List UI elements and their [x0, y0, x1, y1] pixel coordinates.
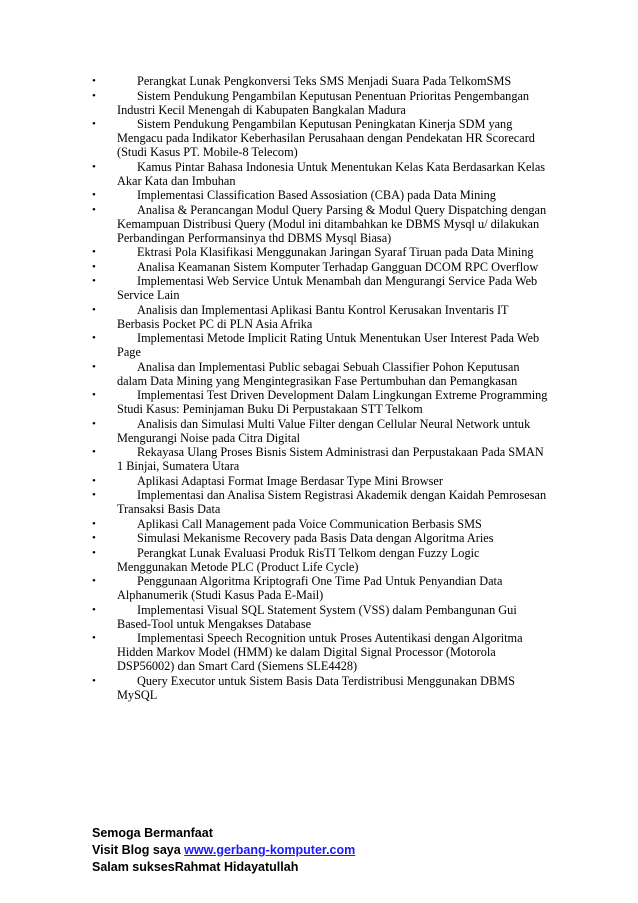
list-item — [92, 160, 548, 188]
list-item-text: Analisis dan Implementasi Aplikasi Bantu Kontrol Kerusakan Inventaris IT Berbasis Pocket PC di PLN Asia Afrika — [117, 302, 509, 331]
bullet-icon: • — [92, 75, 96, 87]
bullet-icon: • — [92, 360, 96, 373]
list-item-text: Implementasi Visual SQL Statement System (VSS) dalam Pembangunan Gui Based-Tool untuk Mengakses Database — [117, 602, 517, 631]
bullet-icon: • — [92, 160, 96, 173]
list-item-text: Implementasi Metode Implicit Rating Untuk Menentukan User Interest Pada Web Page — [117, 331, 540, 359]
bullet-icon: • — [92, 118, 96, 130]
bullet-icon: • — [92, 89, 96, 102]
list-item-text: Implementasi Speech Recognition untuk Proses Autentikasi dengan Algoritma Hidden Markov Model (HMM) ke dalam Digital Signal Processor (Motorola DSP56002) dan Smart Card (Siemens SLE4428) — [117, 631, 523, 673]
blog-link[interactable]: www.gerbang-komputer.com — [184, 843, 356, 857]
bullet-icon: • — [92, 246, 96, 258]
list-item — [92, 531, 548, 545]
list-item — [92, 574, 548, 602]
list-item-text: Aplikasi Adaptasi Format Image Berdasar Type Mini Browser — [137, 473, 443, 488]
list-item — [92, 674, 548, 702]
list-item — [92, 388, 548, 416]
list-item — [92, 331, 548, 359]
list-item-text: Sistem Pendukung Pengambilan Keputusan Penentuan Prioritas Pengembangan Industri Kecil Menengah di Kabupaten Bangkalan Madura — [117, 88, 530, 117]
list-item-text: Perangkat Lunak Evaluasi Produk RisTI Telkom dengan Fuzzy Logic Menggunakan Metode PLC (Product Life Cycle) — [117, 545, 480, 574]
footer-blog-line — [92, 842, 572, 859]
list-item — [92, 417, 548, 445]
bullet-icon: • — [92, 674, 96, 687]
list-item — [92, 517, 548, 531]
list-item — [92, 488, 548, 516]
list-item-text: Implementasi Classification Based Assosiation (CBA) pada Data Mining — [137, 188, 496, 202]
list-item — [92, 631, 548, 673]
bullet-icon: • — [92, 489, 96, 501]
list-item — [92, 203, 548, 245]
bullet-icon: • — [92, 575, 96, 587]
list-item — [92, 260, 548, 274]
bullet-icon: • — [92, 260, 96, 273]
list-item-text: Ektrasi Pola Klasifikasi Menggunakan Jaringan Syaraf Tiruan pada Data Mining — [137, 245, 534, 259]
list-item-text: Rekayasa Ulang Proses Bisnis Sistem Administrasi dan Perpustakaan Pada SMAN 1 Binjai, Sumatera Utara — [117, 445, 544, 473]
list-item — [92, 74, 548, 88]
bullet-icon: • — [92, 632, 96, 644]
list-item-text: Simulasi Mekanisme Recovery pada Basis Data dengan Algoritma Aries — [137, 531, 494, 545]
list-item — [92, 546, 548, 574]
bullet-icon: • — [92, 546, 96, 559]
list-item — [92, 603, 548, 631]
bullet-icon: • — [92, 303, 96, 316]
bullet-icon: • — [92, 332, 96, 344]
footer — [92, 825, 572, 876]
list-item-text: Implementasi dan Analisa Sistem Registrasi Akademik dengan Kaidah Pemrosesan Transaksi Basis Data — [117, 488, 547, 516]
bullet-icon: • — [92, 189, 96, 201]
bullet-icon: • — [92, 603, 96, 616]
list-item-text: Sistem Pendukung Pengambilan Keputusan Peningkatan Kinerja SDM yang Mengacu pada Indikator Keberhasilan Perusahaan dengan Pendekatan HR Scorecard (Studi Kasus PT. Mobile-8 Telecom) — [117, 117, 535, 159]
bullet-icon: • — [92, 203, 96, 216]
bullet-icon: • — [92, 517, 96, 530]
list-item-text: Perangkat Lunak Pengkonversi Teks SMS Menjadi Suara Pada TelkomSMS — [137, 74, 512, 88]
list-item-text: Analisa dan Implementasi Public sebagai Sebuah Classifier Pohon Keputusan dalam Data Mining yang Mengintegrasikan Fase Pertumbuhan dan Pemangkasan — [117, 359, 520, 388]
list-item-text: Implementasi Test Driven Development Dalam Lingkungan Extreme Programming Studi Kasus: Peminjaman Buku Di Perpustakaan STT Telkom — [117, 388, 548, 416]
bullet-icon: • — [92, 532, 96, 544]
list-item — [92, 303, 548, 331]
thesis-title-list — [92, 74, 548, 702]
footer-greeting: Semoga Bermanfaat — [92, 826, 213, 840]
bullet-icon: • — [92, 417, 96, 430]
list-item — [92, 188, 548, 202]
list-item-text: Analisa Keamanan Sistem Komputer Terhadap Gangguan DCOM RPC Overflow — [137, 259, 539, 274]
list-item — [92, 360, 548, 388]
list-item — [92, 474, 548, 488]
bullet-icon: • — [92, 275, 96, 287]
list-item-text: Analisa & Perancangan Modul Query Parsing & Modul Query Dispatching dengan Kemampuan Distribusi Query (Modul ini ditambahkan ke DBMS Mysql u/ dilakukan Perbandingan Performansinya thd DBMS Mysql Biasa) — [117, 202, 547, 245]
list-item — [92, 117, 548, 159]
list-item-text: Implementasi Web Service Untuk Menambah dan Mengurangi Service Pada Web Service Lain — [117, 274, 538, 302]
list-item — [92, 445, 548, 473]
bullet-icon: • — [92, 446, 96, 458]
bullet-icon: • — [92, 474, 96, 487]
list-item-text: Query Executor untuk Sistem Basis Data Terdistribusi Menggunakan DBMS MySQL — [117, 673, 516, 702]
list-item-text: Analisis dan Simulasi Multi Value Filter dengan Cellular Neural Network untuk Mengurangi Noise pada Citra Digital — [117, 416, 531, 445]
footer-signature: Salam suksesRahmat Hidayatullah — [92, 860, 299, 874]
bullet-icon: • — [92, 389, 96, 401]
list-item-text: Kamus Pintar Bahasa Indonesia Untuk Menentukan Kelas Kata Berdasarkan Kelas Akar Kata dan Imbuhan — [117, 159, 546, 188]
list-item-text: Penggunaan Algoritma Kriptografi One Time Pad Untuk Penyandian Data Alphanumerik (Studi Kasus Pada E-Mail) — [117, 574, 503, 602]
footer-blog-prefix: Visit Blog saya — [92, 843, 185, 857]
list-item — [92, 245, 548, 259]
list-item — [92, 89, 548, 117]
list-item — [92, 274, 548, 302]
list-item-text: Aplikasi Call Management pada Voice Communication Berbasis SMS — [137, 516, 482, 531]
